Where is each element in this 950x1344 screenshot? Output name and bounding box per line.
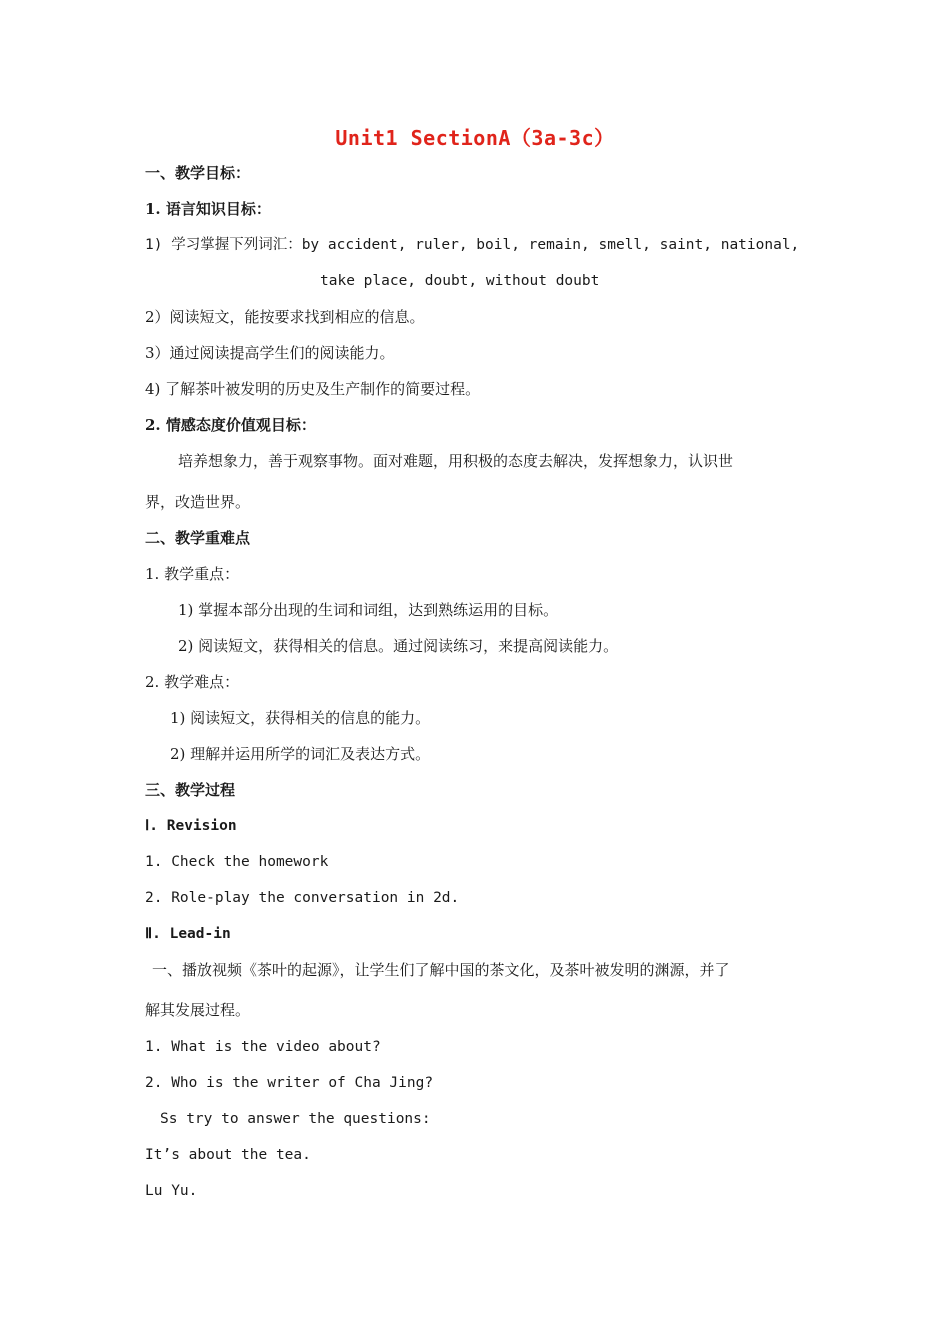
answer-2: Lu Yu. bbox=[145, 1183, 198, 1199]
language-goals-heading: 1. 语言知识目标： bbox=[145, 200, 271, 218]
key-points-title: 1. 教学重点： bbox=[145, 565, 240, 583]
section-1-heading: 一、教学目标： bbox=[145, 164, 251, 182]
key-point-2: 2) 阅读短文，获得相关的信息。通过阅读练习，来提高阅读能力。 bbox=[178, 637, 619, 655]
leadin-heading: Ⅱ. Lead-in bbox=[145, 926, 231, 942]
vocab-item: 1) 学习掌握下列词汇：by accident, ruler, boil, remain, smell, saint, national, bbox=[145, 237, 800, 253]
section-3-heading: 三、教学过程 bbox=[145, 781, 236, 799]
question-2: 2. Who is the writer of Cha Jing? bbox=[145, 1075, 434, 1091]
section-2-heading: 二、教学重难点 bbox=[145, 529, 251, 547]
leadin-paragraph: 一、播放视频《茶叶的起源》，让学生们了解中国的茶文化，及茶叶被发明的渊源，并了 bbox=[152, 961, 730, 979]
key-point-1: 1) 掌握本部分出现的生词和词组，达到熟练运用的目标。 bbox=[178, 601, 559, 619]
emotion-goals-heading: 2. 情感态度价值观目标： bbox=[145, 416, 316, 434]
answer-intro: Ss try to answer the questions: bbox=[160, 1111, 431, 1127]
difficult-point-2: 2) 理解并运用所学的词汇及表达方式。 bbox=[170, 745, 431, 763]
leadin-paragraph-continued: 解其发展过程。 bbox=[145, 1001, 251, 1019]
revision-item-2: 2. Role-play the conversation in 2d. bbox=[145, 890, 460, 906]
vocab-item-continued: take place, doubt, without doubt bbox=[320, 273, 600, 289]
emotion-paragraph-continued: 界，改造世界。 bbox=[145, 493, 251, 511]
document-title: Unit1 SectionA（3a-3c） bbox=[335, 126, 615, 150]
emotion-paragraph: 培养想象力，善于观察事物。面对难题，用积极的态度去解决，发挥想象力，认识世 bbox=[178, 452, 734, 470]
revision-item-1: 1. Check the homework bbox=[145, 854, 329, 870]
revision-heading: Ⅰ. Revision bbox=[145, 818, 237, 834]
answer-1: It’s about the tea. bbox=[145, 1147, 311, 1163]
goal-item-2: 2）阅读短文，能按要求找到相应的信息。 bbox=[145, 308, 425, 326]
question-1: 1. What is the video about? bbox=[145, 1039, 381, 1055]
goal-item-4: 4) 了解茶叶被发明的历史及生产制作的简要过程。 bbox=[145, 380, 481, 398]
difficult-point-1: 1) 阅读短文，获得相关的信息的能力。 bbox=[170, 709, 431, 727]
goal-item-3: 3）通过阅读提高学生们的阅读能力。 bbox=[145, 344, 395, 362]
difficult-points-title: 2. 教学难点： bbox=[145, 673, 240, 691]
